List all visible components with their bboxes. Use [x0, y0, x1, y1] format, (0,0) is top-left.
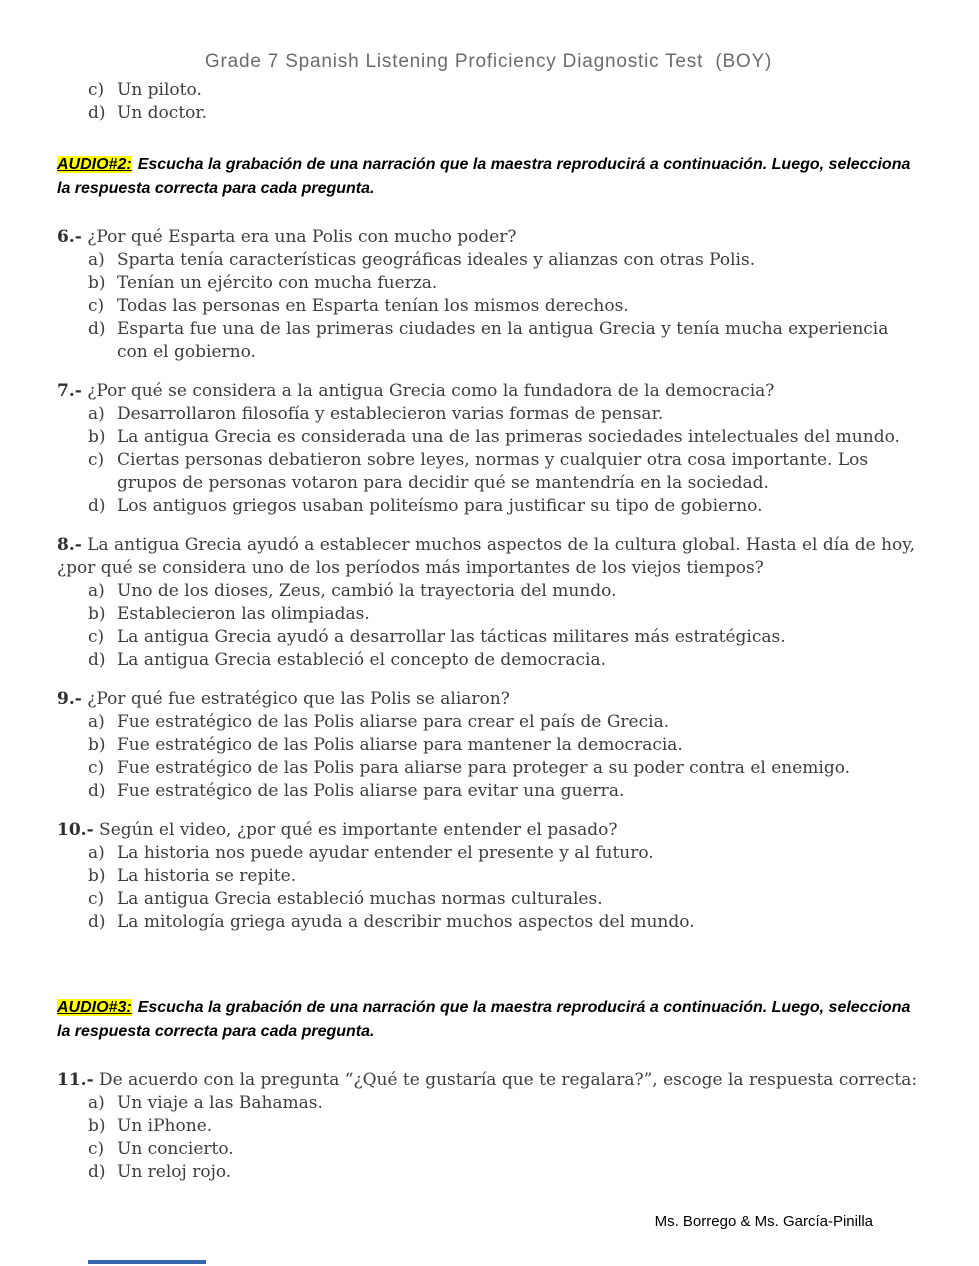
- option-row: [88, 711, 920, 734]
- question-6: [57, 226, 920, 364]
- audio2-label: AUDIO#2:: [57, 156, 132, 173]
- option-text: Los antiguos griegos usaban politeísmo para justificar su tipo de gobierno.: [117, 496, 763, 516]
- next-page-fragment: [88, 1260, 206, 1264]
- option-row: [88, 888, 920, 911]
- option-row: [88, 295, 920, 318]
- option-row: [88, 249, 920, 272]
- option-text: Establecieron las olimpiadas.: [117, 604, 370, 624]
- option-text: Esparta fue una de las primeras ciudades en la antigua Grecia y tenía mucha experiencia con el gobierno.: [117, 319, 889, 362]
- option-text: Fue estratégico de las Polis para aliarse para proteger a su poder contra el enemigo.: [117, 758, 851, 778]
- option-text: Todas las personas en Esparta tenían los mismos derechos.: [117, 296, 629, 316]
- option-letter: b): [88, 735, 106, 755]
- option-text: Ciertas personas debatieron sobre leyes, normas y cualquier otra cosa importante. Los grupos de personas votaron para decidir qué se mantendría en la sociedad.: [117, 450, 869, 493]
- question-text: 7.- ¿Por qué se considera a la antigua Grecia como la fundadora de la democracia?: [57, 381, 775, 401]
- option-text: Sparta tenía características geográficas ideales y alianzas con otras Polis.: [117, 250, 756, 270]
- option-row: [88, 757, 920, 780]
- option-text: La historia se repite.: [117, 866, 297, 886]
- option-row: [88, 580, 920, 603]
- option-letter: a): [88, 404, 105, 424]
- audio3-label: AUDIO#3:: [57, 999, 132, 1016]
- option-row: [88, 403, 920, 426]
- option-row: [88, 649, 920, 672]
- option-text: Uno de los dioses, Zeus, cambió la trayectoria del mundo.: [117, 581, 617, 601]
- option-letter: b): [88, 866, 106, 886]
- question-8: [57, 534, 920, 672]
- option-row: [88, 318, 920, 364]
- option-letter: a): [88, 250, 105, 270]
- option-row: [88, 603, 920, 626]
- option-row: [88, 626, 920, 649]
- option-text: Un concierto.: [117, 1139, 234, 1159]
- option-text: Un iPhone.: [117, 1116, 213, 1136]
- option-row: [88, 79, 920, 102]
- option-letter: a): [88, 712, 105, 732]
- option-row: [88, 734, 920, 757]
- option-letter: c): [88, 889, 105, 909]
- question-text: 10.- Según el video, ¿por qué es importante entender el pasado?: [57, 820, 618, 840]
- option-text: Fue estratégico de las Polis aliarse para evitar una guerra.: [117, 781, 625, 801]
- audio3-instructions: [57, 996, 920, 1044]
- option-row: [88, 426, 920, 449]
- question-number: 7.-: [57, 381, 82, 401]
- option-letter: d): [88, 781, 106, 801]
- option-letter: c): [88, 758, 105, 778]
- option-letter: d): [88, 1162, 106, 1182]
- option-row: [88, 272, 920, 295]
- page-title: Grade 7 Spanish Listening Proficiency Diagnostic Test (BOY): [204, 51, 773, 72]
- option-letter: a): [88, 581, 105, 601]
- option-row: [88, 842, 920, 865]
- option-text: Fue estratégico de las Polis aliarse para crear el país de Grecia.: [117, 712, 670, 732]
- option-letter: d): [88, 650, 106, 670]
- option-text: Un doctor.: [117, 103, 208, 123]
- question-9: [57, 688, 920, 803]
- carryover-options: [57, 79, 920, 125]
- option-text: Fue estratégico de las Polis aliarse para mantener la democracia.: [117, 735, 683, 755]
- option-row: [88, 1115, 920, 1138]
- option-row: [88, 495, 920, 518]
- option-text: Desarrollaron filosofía y establecieron varias formas de pensar.: [117, 404, 664, 424]
- audio2-instruction-text: Escucha la grabación de una narración que la maestra reproducirá a continuación. Luego, selecciona la respuesta correcta para cada pregunta.: [57, 156, 911, 197]
- option-text: Un viaje a las Bahamas.: [117, 1093, 323, 1113]
- option-text: Tenían un ejército con mucha fuerza.: [117, 273, 438, 293]
- option-row: [88, 865, 920, 888]
- question-number: 8.-: [57, 535, 82, 555]
- option-letter: c): [88, 80, 105, 100]
- option-letter: d): [88, 103, 106, 123]
- question-11: [57, 1069, 920, 1184]
- teacher-credit: Ms. Borrego & Ms. García-Pinilla: [654, 1213, 873, 1230]
- option-letter: a): [88, 843, 105, 863]
- question-number: 9.-: [57, 689, 82, 709]
- option-letter: b): [88, 604, 106, 624]
- question-text: 6.- ¿Por qué Esparta era una Polis con mucho poder?: [57, 227, 517, 247]
- question-text: 9.- ¿Por qué fue estratégico que las Polis se aliaron?: [57, 689, 510, 709]
- question-7: [57, 380, 920, 518]
- option-letter: a): [88, 1093, 105, 1113]
- question-number: 6.-: [57, 227, 82, 247]
- option-text: La antigua Grecia es considerada una de las primeras sociedades intelectuales del mundo.: [117, 427, 900, 447]
- option-letter: c): [88, 1139, 105, 1159]
- question-text: 8.- La antigua Grecia ayudó a establecer muchos aspectos de la cultura global. Hasta el día de hoy, ¿por qué se considera uno de los períodos más importantes de los viejos tiempos?: [57, 535, 916, 578]
- option-text: La mitología griega ayuda a describir muchos aspectos del mundo.: [117, 912, 695, 932]
- audio3-instruction-text: Escucha la grabación de una narración que la maestra reproducirá a continuación. Luego, selecciona la respuesta correcta para cada pregunta.: [57, 999, 911, 1040]
- option-letter: d): [88, 912, 106, 932]
- audio2-instructions: [57, 153, 920, 201]
- option-text: Un reloj rojo.: [117, 1162, 232, 1182]
- option-letter: d): [88, 496, 106, 516]
- option-text: La antigua Grecia ayudó a desarrollar las tácticas militares más estratégicas.: [117, 627, 786, 647]
- question-number: 11.-: [57, 1070, 94, 1090]
- option-letter: d): [88, 319, 106, 339]
- question-number: 10.-: [57, 820, 94, 840]
- option-letter: b): [88, 1116, 106, 1136]
- option-text: La antigua Grecia estableció el concepto de democracia.: [117, 650, 607, 670]
- option-letter: c): [88, 296, 105, 316]
- question-text: 11.- De acuerdo con la pregunta “¿Qué te gustaría que te regalara?”, escoge la respuesta correcta:: [57, 1070, 918, 1090]
- option-letter: c): [88, 627, 105, 647]
- option-text: Un piloto.: [117, 80, 202, 100]
- option-text: La antigua Grecia estableció muchas normas culturales.: [117, 889, 603, 909]
- option-text: La historia nos puede ayudar entender el presente y al futuro.: [117, 843, 654, 863]
- option-letter: c): [88, 450, 105, 470]
- option-row: [88, 1092, 920, 1115]
- option-row: [88, 449, 920, 495]
- option-row: [88, 1138, 920, 1161]
- option-letter: b): [88, 427, 106, 447]
- question-10: [57, 819, 920, 934]
- option-letter: b): [88, 273, 106, 293]
- option-row: [88, 1161, 920, 1184]
- option-row: [88, 780, 920, 803]
- option-row: [88, 102, 920, 125]
- option-row: [88, 911, 920, 934]
